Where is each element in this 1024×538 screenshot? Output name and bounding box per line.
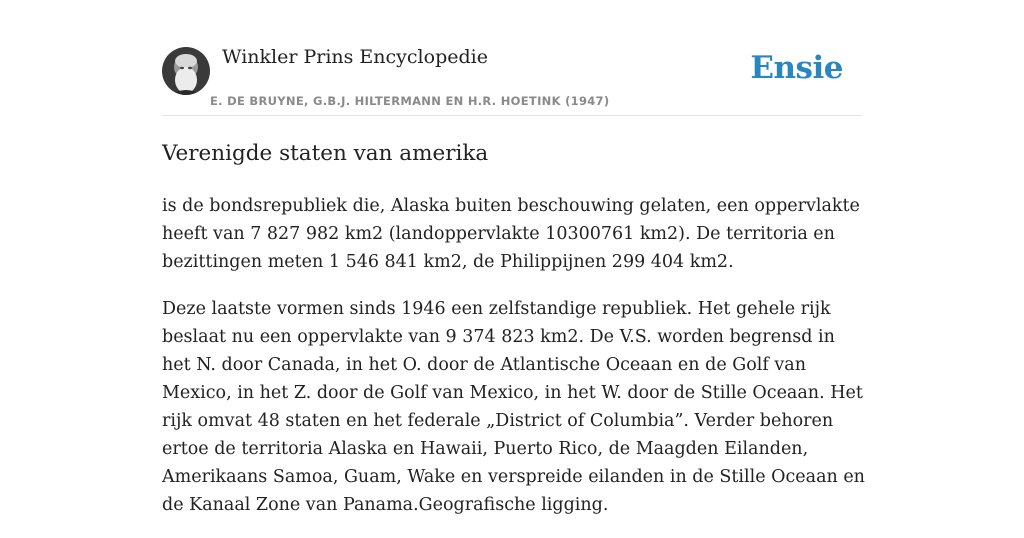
- article-paragraph: Deze laatste vormen sinds 1946 een zelfstandige republiek. Het gehele rijk beslaat nu een oppervlakte van 9 374 823 km2. De V.S. worden begrensd in het N. door Canada, in het O. door de Atlantische Oceaan en de Golf van Mexico, in het Z. door de Golf van Mexico, in het W. door de Stille Oceaan. Het rijk omvat 48 staten en het federale „District of Columbia”. Verder behoren ertoe de territoria Alaska en Hawaii, Puerto Rico, de Maagden Eilanden, Amerikaans Samoa, Guam, Wake en verspreide eilanden in de Stille Oceaan en de Kanaal Zone van Panama.Geografische ligging.: [162, 299, 865, 515]
- article-paragraph: is de bondsrepubliek die, Alaska buiten beschouwing gelaten, een oppervlakte heeft van 7 827 982 km2 (landoppervlakte 10300761 km2). De territoria en bezittingen meten 1 546 841 km2, de Philippijnen 299 404 km2.: [162, 196, 860, 272]
- portrait-icon: [162, 47, 210, 95]
- article-page: [162, 0, 865, 515]
- source-authors: E. DE BRUYNE, G.B.J. HILTERMANN EN H.R. HOETINK (1947): [210, 94, 610, 108]
- brand-logo[interactable]: Ensie: [750, 50, 843, 86]
- author-avatar[interactable]: [162, 47, 210, 95]
- source-header: [162, 0, 862, 116]
- source-title[interactable]: Winkler Prins Encyclopedie: [222, 46, 488, 68]
- article-title: Verenigde staten van amerika: [162, 141, 489, 166]
- article-body: [162, 192, 866, 538]
